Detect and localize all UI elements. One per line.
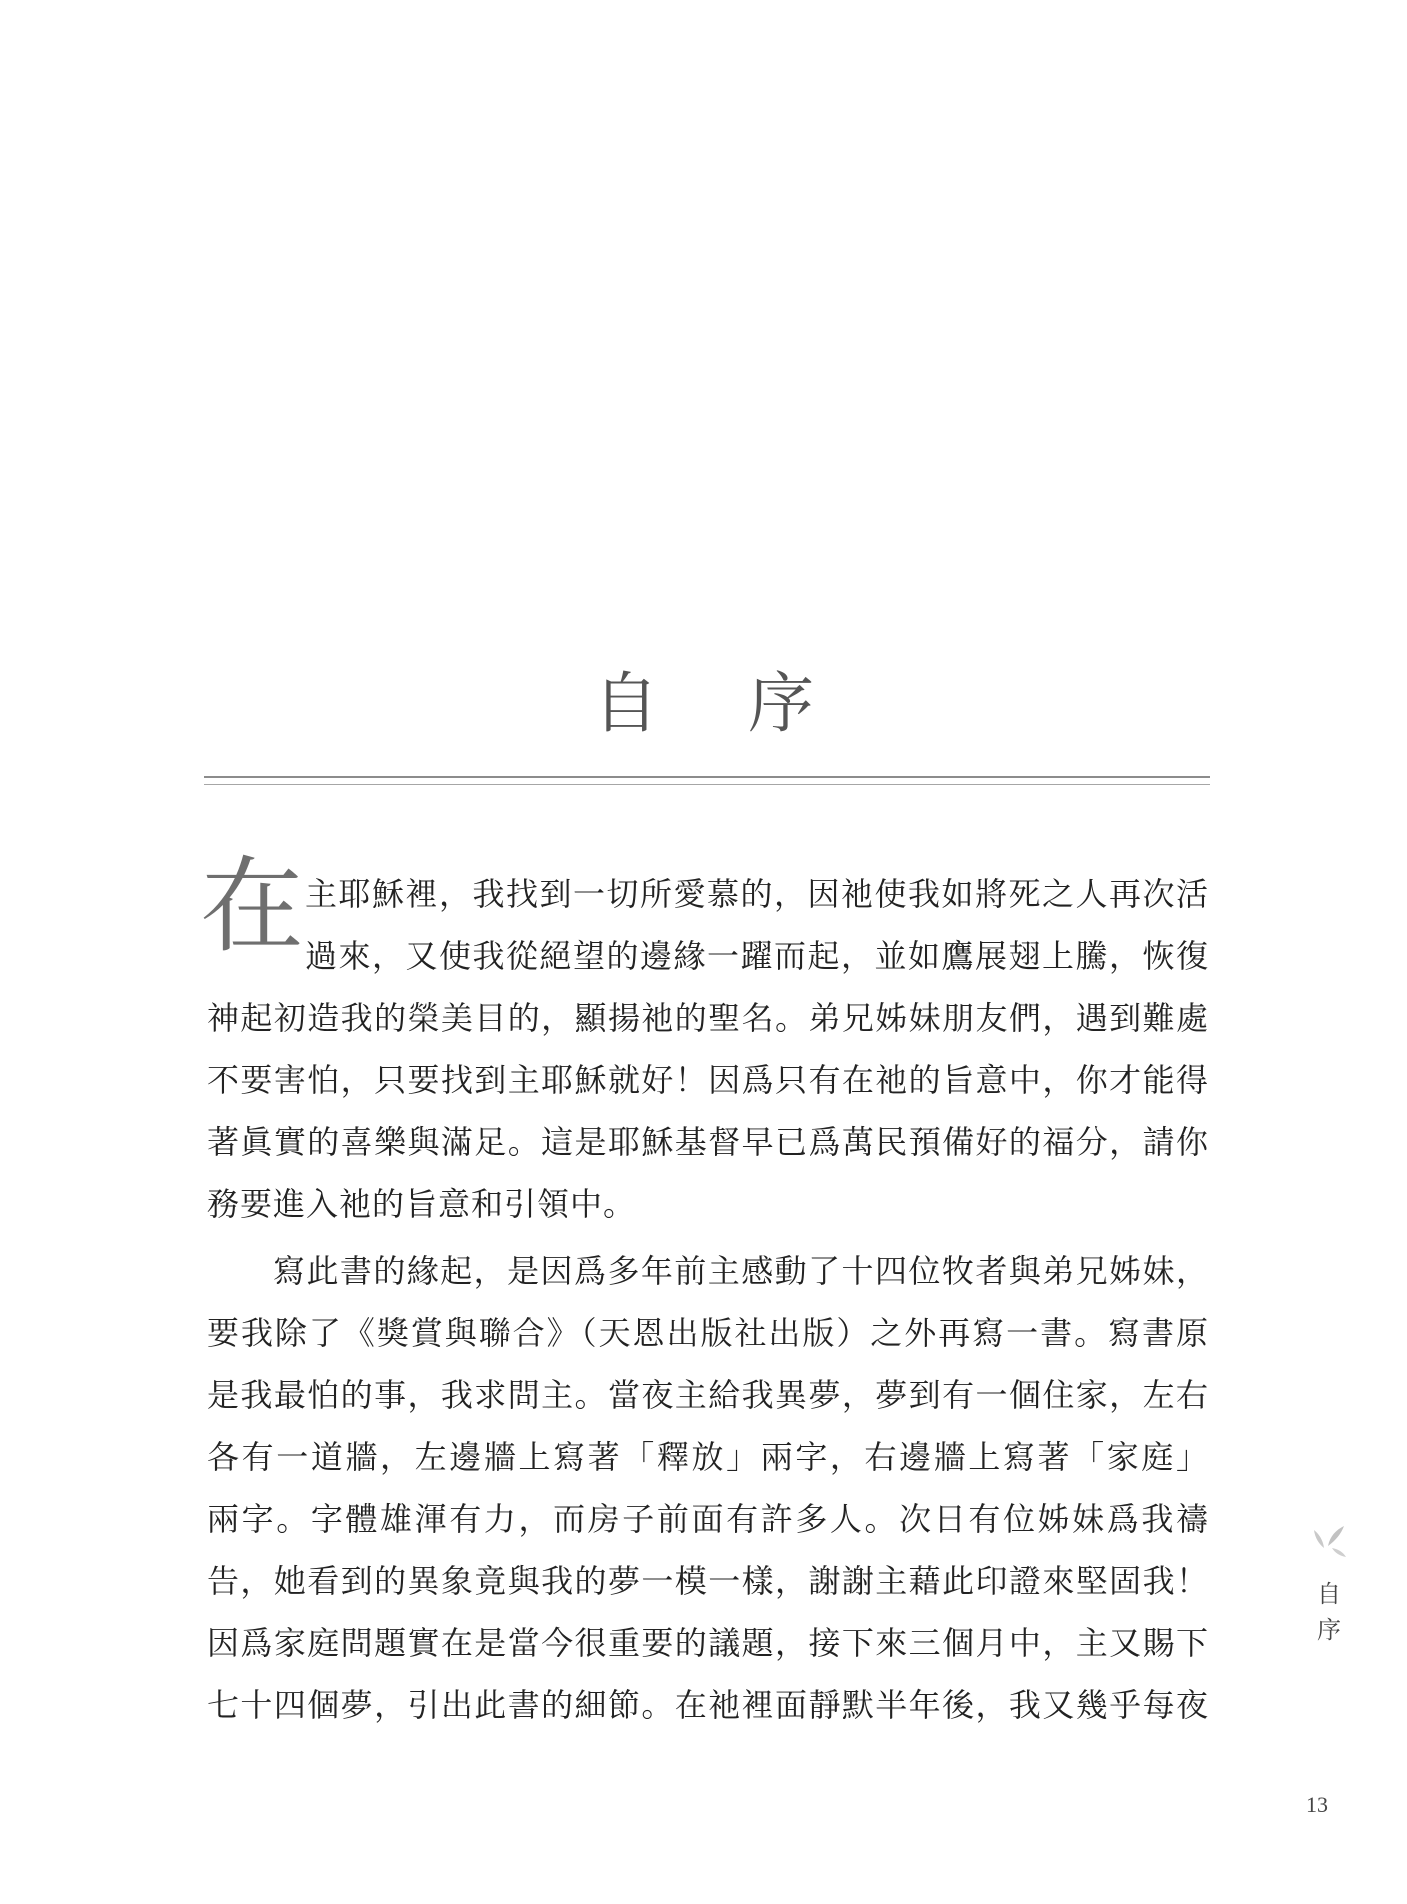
body-line: 著眞實的喜樂與滿足。這是耶穌基督早已爲萬民預備好的福分，請你 (207, 1123, 1209, 1161)
body-line: 寫此書的緣起，是因爲多年前主感動了十四位牧者與弟兄姊妹， (273, 1252, 1209, 1290)
body-line: 是我最怕的事，我求問主。當夜主給我異夢，夢到有一個住家，左右 (207, 1376, 1209, 1414)
body-line: 各有一道牆，左邊牆上寫著「釋放」兩字，右邊牆上寫著「家庭」 (207, 1438, 1209, 1476)
side-tab-label: 自 序 (1317, 1580, 1341, 1644)
body-line: 告，她看到的異象竟與我的夢一模一樣，謝謝主藉此印證來堅固我！ (207, 1562, 1209, 1600)
body-line: 不要害怕，只要找到主耶穌就好！因爲只有在祂的旨意中，你才能得 (207, 1061, 1209, 1099)
body-line: 兩字。字體雄渾有力，而房子前面有許多人。次日有位姊妹爲我禱 (207, 1500, 1209, 1538)
title-divider-top (204, 776, 1210, 778)
body-line: 過來，又使我從絕望的邊緣一躍而起，並如鷹展翅上騰，恢復 (305, 937, 1209, 975)
body-line: 因爲家庭問題實在是當今很重要的議題，接下來三個月中，主又賜下 (207, 1624, 1209, 1662)
body-line: 要我除了《獎賞與聯合》（天恩出版社出版）之外再寫一書。寫書原 (207, 1314, 1209, 1352)
page-number: 13 (1306, 1792, 1328, 1817)
chapter-title: 自 序 (593, 665, 848, 742)
body-line: 務要進入祂的旨意和引領中。 (207, 1185, 637, 1223)
body-line: 主耶穌裡，我找到一切所愛慕的，因祂使我如將死之人再次活 (305, 875, 1209, 913)
body-line: 七十四個夢，引出此書的細節。在祂裡面靜默半年後，我又幾乎每夜 (207, 1686, 1209, 1724)
leaf-ornament-icon (1310, 1522, 1350, 1560)
body-line: 神起初造我的榮美目的，顯揚祂的聖名。弟兄姊妹朋友們，遇到難處 (207, 999, 1209, 1037)
title-divider-bottom (204, 784, 1210, 785)
drop-cap: 在 (200, 845, 305, 967)
